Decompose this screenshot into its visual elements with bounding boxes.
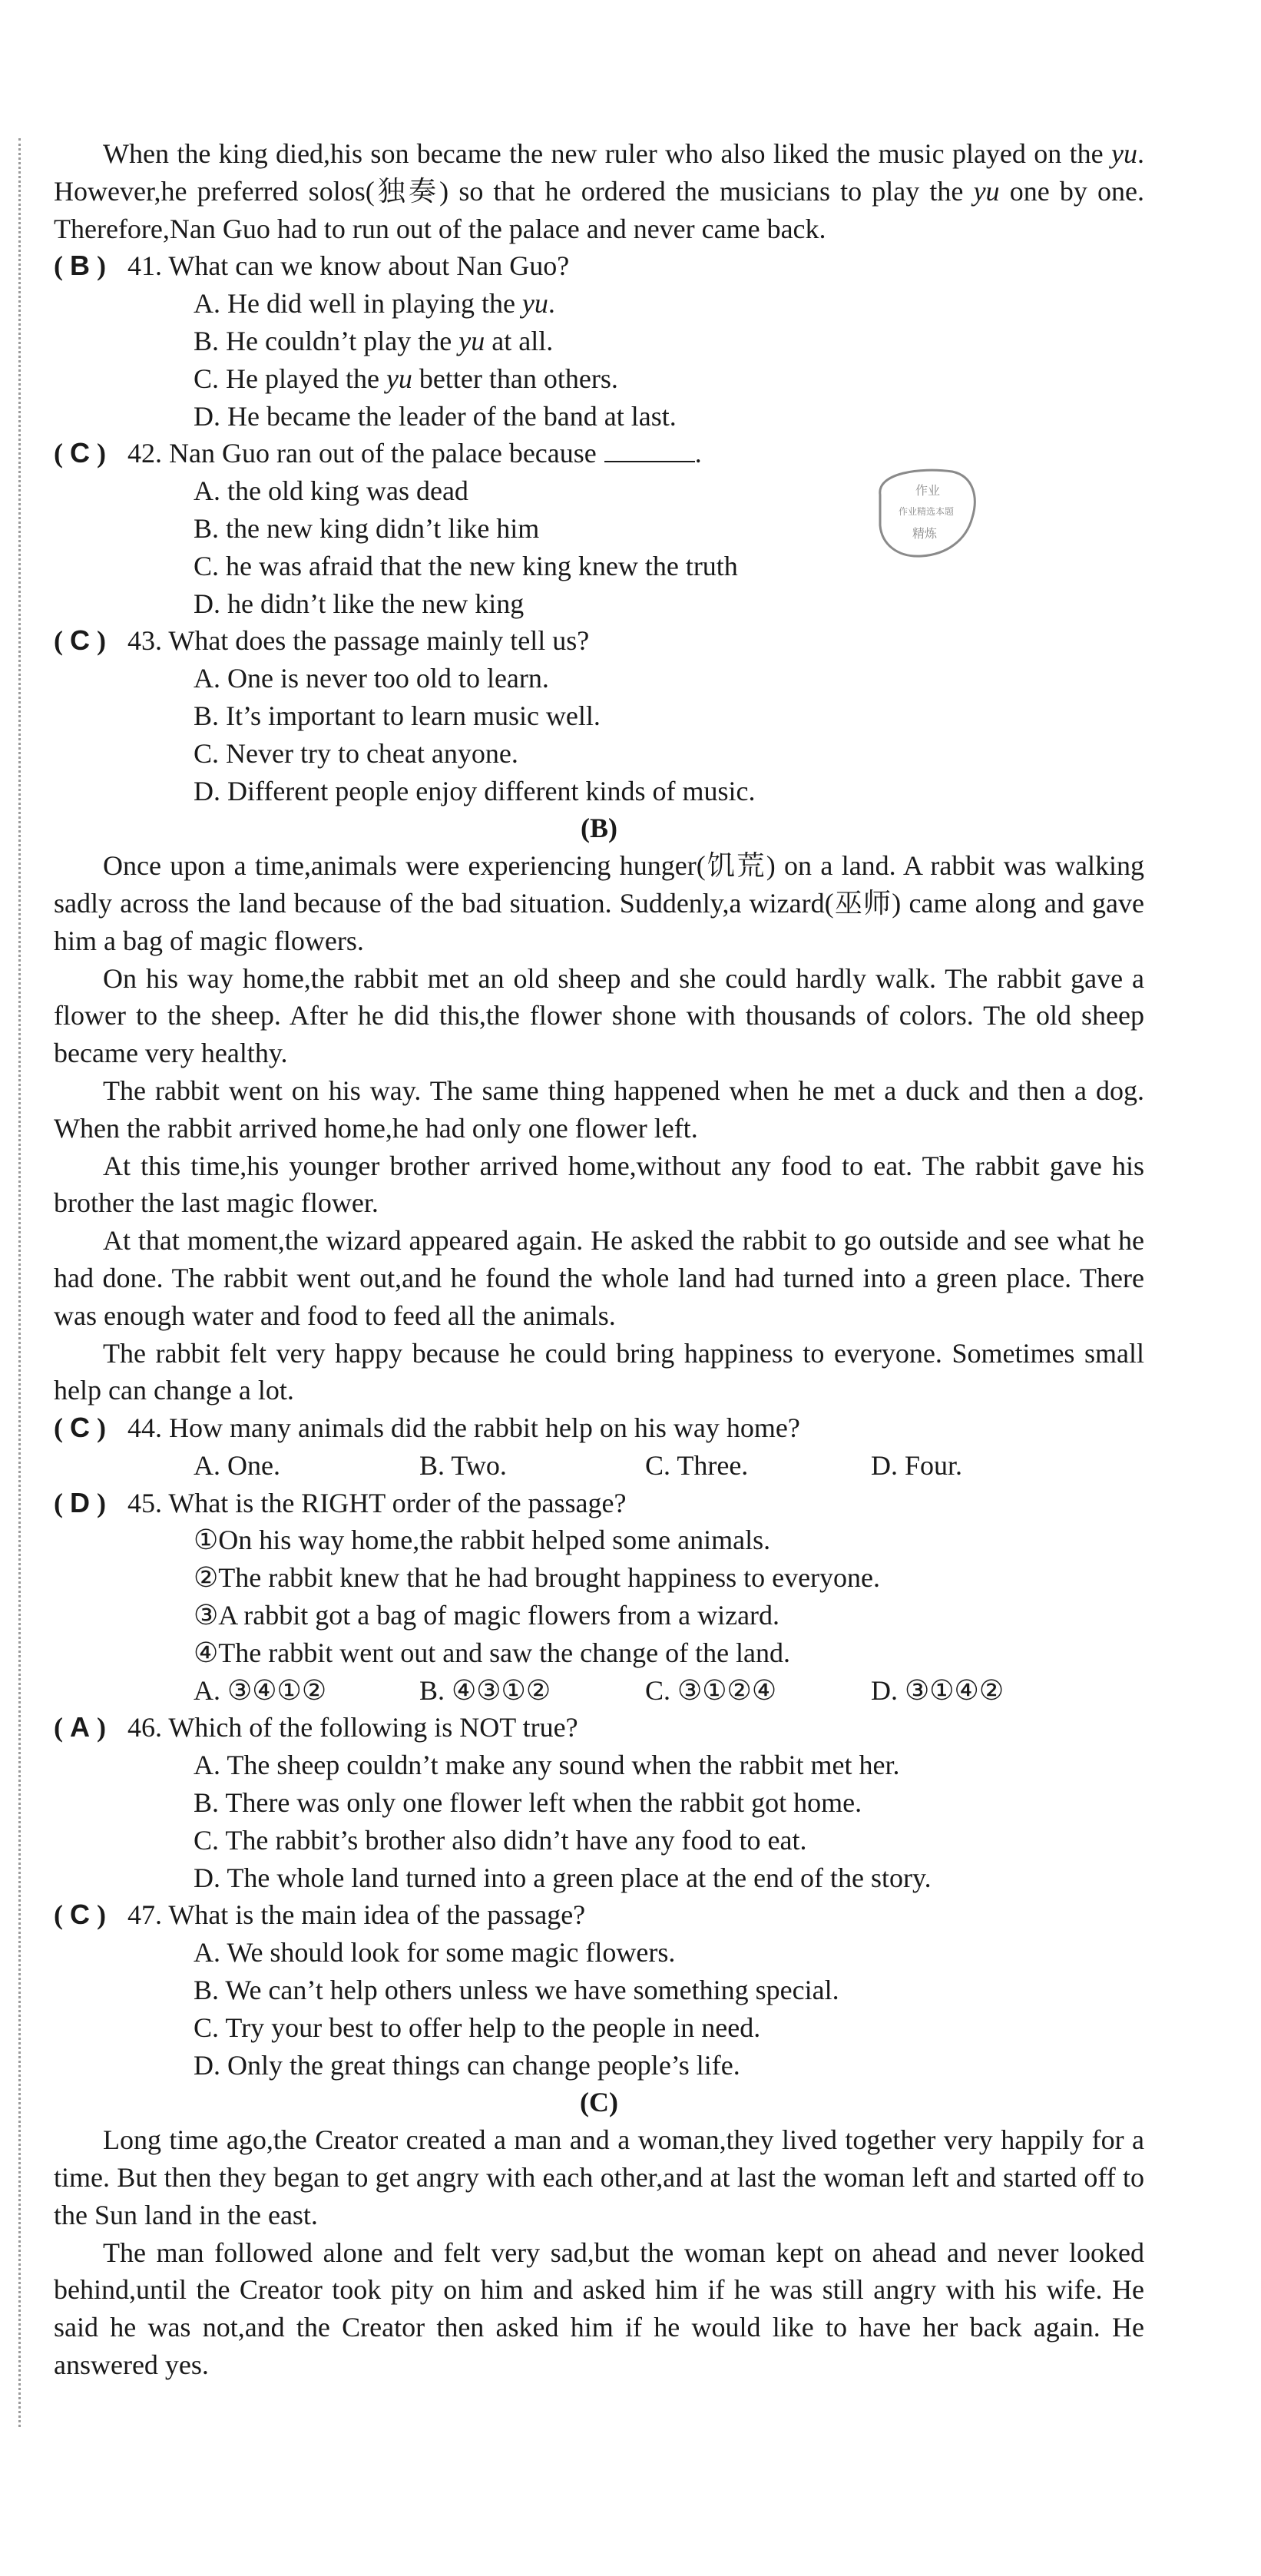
question-47: ( C ) 47. What is the main idea of the passage? [54,1896,1144,1934]
passage-c-paragraph: Long time ago,the Creator created a man and a woman,they lived together very happily for a time. But then they began to get angry with each other,and at last the woman left and started off to the Sun land in the east. [54,2124,1144,2230]
binding-margin-dotted-line [18,138,21,2427]
option-a: A. One is never too old to learn. [194,663,549,694]
option-b: B. ④③①② [419,1674,551,1706]
inline-options [54,1447,1144,1485]
passage-b-paragraph: Once upon a time,animals were experiencing hunger(饥荒) on a land. A rabbit was walking sadly across the land because of the bad situation. Suddenly,a wizard(巫师) came along and gave him a bag of magic flowers. [54,850,1144,956]
option-a: A. One. [194,1449,280,1481]
answer-mark: ( B ) [54,250,106,282]
stamp-text-line-3: 精炼 [912,526,938,541]
option-b: B. Two. [419,1449,507,1481]
section-c-heading: (C) [580,2087,618,2118]
answer-mark: ( D ) [54,1486,106,1518]
answer-blank [604,438,695,462]
event-2: ②The rabbit knew that he had brought happiness to everyone. [194,1562,881,1594]
option-d: D. he didn’t like the new king [194,588,525,619]
homework-stamp-icon [866,464,981,561]
event-3: ③A rabbit got a bag of magic flowers from a wizard. [194,1600,780,1631]
passage-c-paragraph: The man followed alone and felt very sad,but the woman kept on ahead and never looked behind,until the Creator took pity on him and asked him if he was still angry with his wife. He said he was not,and the Creator then asked him if he would like to have her back again. He answered yes. [54,2237,1144,2381]
option-c: C. Try your best to offer help to the people in need. [194,2011,761,2043]
answer-mark: ( C ) [54,1412,106,1444]
option-c: C. ③①②④ [645,1674,777,1706]
option-c: C. Never try to cheat anyone. [194,737,518,769]
passage-b-paragraph: The rabbit felt very happy because he could bring happiness to everyone. Sometimes small help can change a lot. [54,1337,1144,1406]
event-1: ①On his way home,the rabbit helped some animals. [194,1525,771,1556]
passage-b-paragraph: At that moment,the wizard appeared again. He asked the rabbit to go outside and see what he had done. The rabbit went out,and he found the whole land had turned into a green place. There was enough water and food to feed all the animals. [54,1225,1144,1331]
option-a: A. ③④①② [194,1674,327,1706]
stamp-text-line-2: 作业精选本题 [898,506,955,517]
option-d: D. The whole land turned into a green place at the end of the story. [194,1862,932,1893]
option-c: C. The rabbit’s brother also didn’t have any food to eat. [194,1824,807,1856]
section-b-heading: (B) [581,813,617,844]
option-b: B. the new king didn’t like him [194,512,540,544]
option-b: B. It’s important to learn music well. [194,700,601,731]
answer-mark: ( C ) [54,437,106,469]
option-b: B. We can’t help others unless we have something special. [194,1975,839,2006]
answer-mark: ( A ) [54,1711,106,1743]
passage-b-paragraph: On his way home,the rabbit met an old sheep and she could hardly walk. The rabbit gave a flower to the sheep. After he did this,the flower shone with thousands of colors. The old sheep became very healthy. [54,962,1144,1069]
option-d: D. Four. [871,1449,963,1481]
passage-b-paragraph: The rabbit went on his way. The same thing happened when he met a duck and then a dog. When the rabbit arrived home,he had only one flower left. [54,1074,1144,1144]
event-4: ④The rabbit went out and saw the change of the land. [194,1637,791,1668]
option-d: D. Only the great things can change people’s life. [194,2049,740,2081]
option-d: D. Different people enjoy different kinds of music. [194,775,756,806]
question-43: ( C ) 43. What does the passage mainly tell us? [54,622,1144,660]
passage-b-paragraph: At this time,his younger brother arrived home,without any food to eat. The rabbit gave his brother the last magic flower. [54,1150,1144,1219]
stamp-text-line-1: 作业 [915,483,941,498]
option-b: B. There was only one flower left when the rabbit got home. [194,1787,862,1819]
option-a: A. the old king was dead [194,475,468,507]
option-a: A. We should look for some magic flowers. [194,1937,676,1968]
option-c: C. he was afraid that the new king knew the truth [194,550,738,581]
question-46: ( A ) 46. Which of the following is NOT true? [54,1709,1144,1747]
option-c: C. Three. [645,1449,749,1481]
option-c: C. He played the yu better than others. [194,363,618,394]
question-42: ( C ) 42. Nan Guo ran out of the palace because . [54,435,1144,472]
question-45: ( D ) 45. What is the RIGHT order of the passage? [54,1485,1144,1522]
option-a: A. The sheep couldn’t make any sound when the rabbit met her. [194,1750,900,1781]
answer-mark: ( C ) [54,624,106,657]
question-41: ( B ) 41. What can we know about Nan Guo? [54,247,1144,285]
option-b: B. He couldn’t play the yu at all. [194,325,554,356]
option-d: D. He became the leader of the band at last. [194,400,677,432]
answer-mark: ( C ) [54,1899,106,1931]
passage-a-final-paragraph: When the king died,his son became the new ruler who also liked the music played on the yu. However,he preferred solos(独奏) so that he ordered the musicians to play the yu one by one. Therefore,Nan Guo had to run out of the palace and never came back. [54,138,1144,244]
question-44: ( C ) 44. How many animals did the rabbit help on his way home? [54,1409,1144,1447]
option-d: D. ③①④② [871,1674,1004,1706]
inline-options [54,1672,1144,1710]
option-a: A. He did well in playing the yu. [194,288,555,320]
